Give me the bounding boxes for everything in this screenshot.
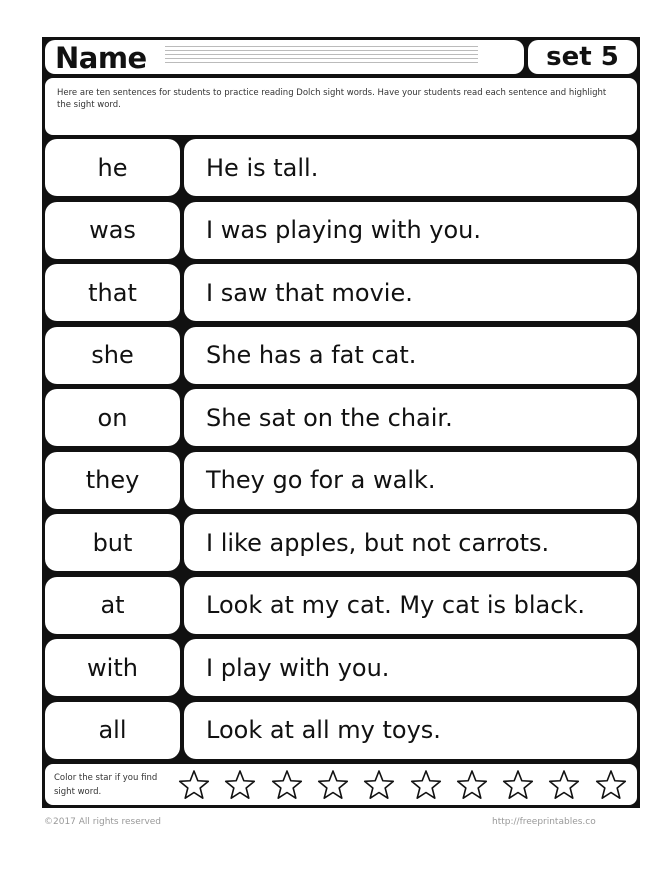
star-icon[interactable] [316,768,350,802]
sentence-cell[interactable]: Look at all my toys. [184,702,637,759]
footer-copyright: ©2017 All rights reserved [44,817,162,827]
star-icon[interactable] [177,768,211,802]
star-box [45,764,637,805]
sentence-cell[interactable]: She sat on the chair. [184,389,637,446]
star-icon[interactable] [501,768,535,802]
star-icon[interactable] [409,768,443,802]
star-icon[interactable] [547,768,581,802]
name-box [45,40,524,74]
sentence-cell[interactable]: I like apples, but not carrots. [184,514,637,571]
sight-word-cell: at [45,577,180,634]
sight-word-cell: they [45,452,180,509]
sight-word-cell: but [45,514,180,571]
star-icon[interactable] [594,768,628,802]
set-label: set 5 [546,42,619,72]
sight-word-cell: on [45,389,180,446]
sight-word-cell: with [45,639,180,696]
star-icon[interactable] [455,768,489,802]
worksheet [42,37,640,808]
sight-word-cell: that [45,264,180,321]
sentence-cell[interactable]: Look at my cat. My cat is black. [184,577,637,634]
star-icon[interactable] [362,768,396,802]
sentence-cell[interactable]: He is tall. [184,139,637,196]
sight-word-cell: she [45,327,180,384]
sentence-cell[interactable]: They go for a walk. [184,452,637,509]
star-icon[interactable] [270,768,304,802]
sight-word-cell: was [45,202,180,259]
star-instruction: Color the star if you find sight word. [54,773,158,797]
sight-word-cell: he [45,139,180,196]
sentence-cell[interactable]: I play with you. [184,639,637,696]
instructions-box [45,78,637,135]
name-writing-lines[interactable] [165,46,478,68]
sight-word-cell: all [45,702,180,759]
name-label: Name [55,41,147,75]
footer-url: http://freeprintables.co [492,817,596,827]
instructions-text: Here are ten sentences for students to practice reading Dolch sight words. Have your students read each sentence and highlight the sight word. [57,88,607,110]
star-icon[interactable] [223,768,257,802]
sentence-cell[interactable]: I was playing with you. [184,202,637,259]
sentence-cell[interactable]: She has a fat cat. [184,327,637,384]
set-box [528,40,637,74]
sentence-cell[interactable]: I saw that movie. [184,264,637,321]
